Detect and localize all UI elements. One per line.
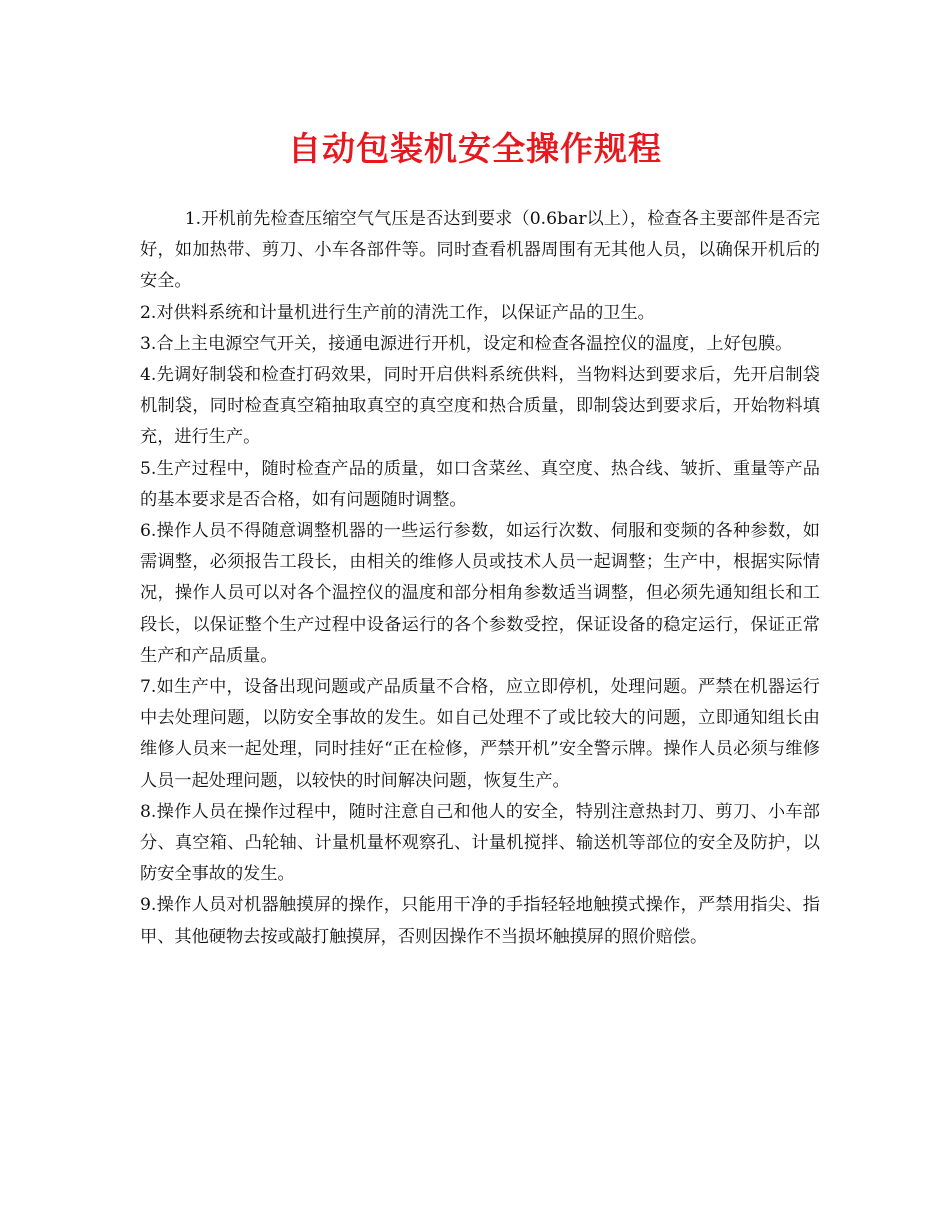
paragraph-7: 7.如生产中，设备出现问题或产品质量不合格，应立即停机，处理问题。严禁在机器运行中去处理问题，以防安全事故的发生。如自己处理不了或比较大的问题，立即通知组长由维修人员来一起处理，同时挂好“正在检修，严禁开机”安全警示牌。操作人员必须与维修人员一起处理问题，以较快的时间解决问题，恢复生产。 [140, 677, 820, 791]
paragraph-4: 4.先调好制袋和检查打码效果，同时开启供料系统供料，当物料达到要求后，先开启制袋机制袋，同时检查真空箱抽取真空的真空度和热合质量，即制袋达到要求后，开始物料填充，进行生产。 [140, 365, 820, 448]
paragraph-1: 1.开机前先检查压缩空气气压是否达到要求（0.6bar以上），检查各主要部件是否完好，如加热带、剪刀、小车各部件等。同时查看机器周围有无其他人员，以确保开机后的安全。 [140, 209, 820, 292]
paragraph-3: 3.合上主电源空气开关，接通电源进行开机，设定和检查各温控仪的温度，上好包膜。 [140, 333, 793, 354]
paragraph-2: 2.对供料系统和计量机进行生产前的清洗工作，以保证产品的卫生。 [140, 302, 655, 323]
document-body [140, 204, 820, 953]
paragraph-5: 5.生产过程中，随时检查产品的质量，如口含菜丝、真空度、热合线、皱折、重量等产品的基本要求是否合格，如有问题随时调整。 [140, 458, 820, 510]
document-title: 自动包装机安全操作规程 [288, 129, 662, 168]
paragraph-8: 8.操作人员在操作过程中，随时注意自己和他人的安全，特别注意热封刀、剪刀、小车部分、真空箱、凸轮轴、计量机量杯观察孔、计量机搅拌、输送机等部位的安全及防护，以防安全事故的发生。 [140, 801, 820, 885]
paragraph-6: 6.操作人员不得随意调整机器的一些运行参数，如运行次数、伺服和变频的各种参数，如需调整，必须报告工段长，由相关的维修人员或技术人员一起调整；生产中，根据实际情况，操作人员可以对各个温控仪的温度和部分相角参数适当调整，但必须先通知组长和工段长，以保证整个生产过程中设备运行的各个参数受控，保证设备的稳定运行，保证正常生产和产品质量。 [140, 521, 820, 666]
paragraph-9: 9.操作人员对机器触摸屏的操作，只能用干净的手指轻轻地触摸式操作，严禁用指尖、指甲、其他硬物去按或敲打触摸屏，否则因操作不当损坏触摸屏的照价赔偿。 [140, 895, 820, 947]
